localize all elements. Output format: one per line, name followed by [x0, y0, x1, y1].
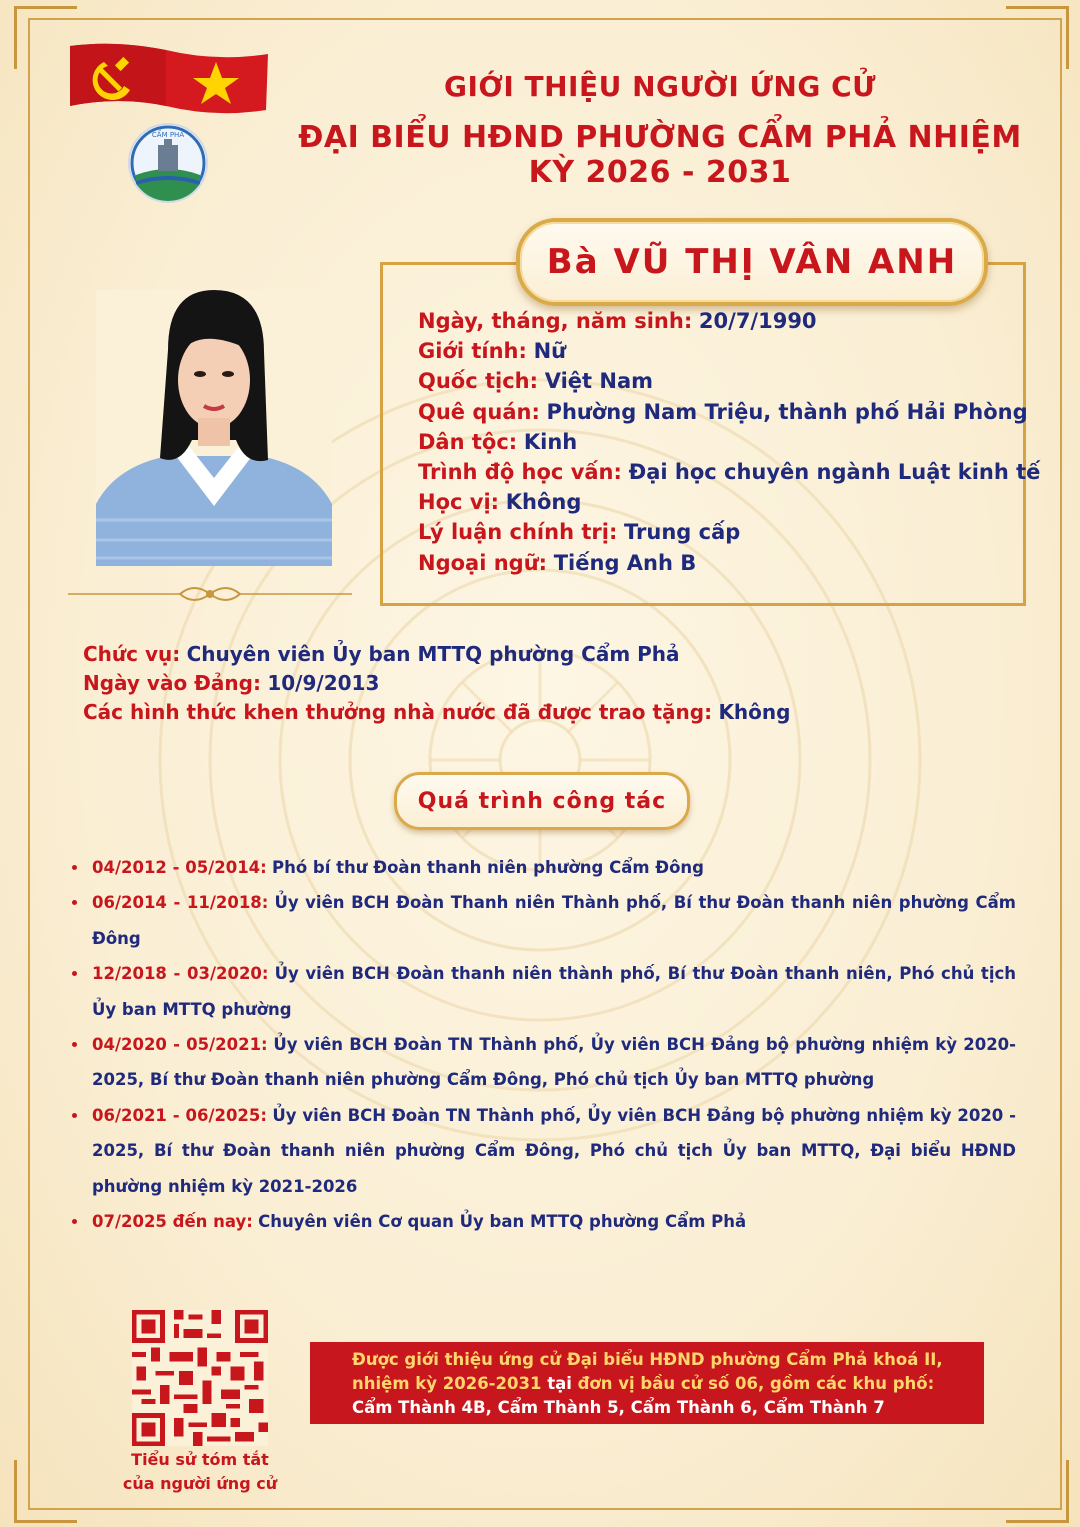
- frame-right-line: [1060, 18, 1062, 1510]
- work-period: 06/2021 - 06/2025:: [92, 1105, 267, 1125]
- frame-bottom-line: [28, 1508, 1062, 1510]
- candidate-name: Bà VŨ THỊ VÂN ANH: [546, 242, 958, 282]
- work-history-title: Quá trình công tác: [417, 788, 667, 814]
- extra-label: Chức vụ:: [83, 642, 181, 666]
- info-hometown: [418, 397, 1040, 427]
- candidate-extra-info: [83, 640, 790, 727]
- info-foreign-language: [418, 548, 1040, 578]
- info-value: Việt Nam: [544, 369, 654, 394]
- info-label: Trình độ học vấn:: [418, 460, 622, 485]
- qr-code-icon[interactable]: [132, 1310, 268, 1446]
- work-history-item: [70, 885, 1016, 956]
- constituency-info-box: [310, 1342, 984, 1424]
- work-history-item: [70, 1204, 1016, 1239]
- info-ethnicity: [418, 427, 1040, 457]
- info-value: Không: [505, 490, 582, 515]
- work-period: 06/2014 - 11/2018:: [92, 893, 269, 913]
- work-history-list: [70, 850, 1016, 1239]
- extra-value: Chuyên viên Ủy ban MTTQ phường Cẩm Phả: [186, 642, 680, 666]
- qr-caption-line1: Tiểu sử tóm tắt: [131, 1450, 269, 1469]
- work-history-item: [70, 1027, 1016, 1098]
- info-label: Ngày, tháng, năm sinh:: [418, 309, 693, 333]
- frame-corner-top-right: [1006, 6, 1069, 69]
- work-description: Phó bí thư Đoàn thanh niên phường Cẩm Đông: [272, 858, 704, 877]
- info-value: Trung cấp: [624, 520, 741, 545]
- cam-pha-logo: [130, 125, 206, 201]
- info-label: Lý luận chính trị:: [418, 520, 618, 545]
- work-period: 04/2020 - 05/2021:: [92, 1035, 268, 1055]
- info-gender: [418, 336, 1040, 366]
- info-label: Ngoại ngữ:: [418, 550, 548, 575]
- extra-value: 10/9/2013: [267, 671, 380, 695]
- info-value: Kinh: [523, 429, 578, 454]
- frame-left-line: [28, 18, 30, 1510]
- extra-label: Ngày vào Đảng:: [83, 671, 261, 695]
- info-value: Nữ: [533, 339, 567, 364]
- logo-text: CẨM PHẢ: [151, 131, 185, 139]
- work-description: Ủy viên BCH Đoàn thanh niên thành phố, Bí thư Đoàn thanh niên, Phó chủ tịch Ủy ban MTTQ phường: [92, 964, 1016, 1019]
- ornament-divider-icon: [68, 582, 352, 606]
- candidate-portrait: [96, 290, 332, 566]
- work-history-item: [70, 1098, 1016, 1204]
- constituency-connector: tại: [541, 1374, 578, 1393]
- work-description: Ủy viên BCH Đoàn TN Thành phố, Ủy viên BCH Đảng bộ phường nhiệm kỳ 2020 - 2025, Bí thư Đoàn thanh niên phường Cẩm Đông, Phó chủ tịch Ủy ban MTTQ, Đại biểu HĐND phường nhiệm kỳ 2021-2026: [92, 1105, 1016, 1196]
- constituency-line1: Được giới thiệu ứng cử Đại biểu HĐND phường Cẩm Phả khoá II,: [352, 1350, 943, 1369]
- candidate-info-list: [418, 306, 1040, 578]
- header-title-line2: ĐẠI BIỂU HĐND PHƯỜNG CẨM PHẢ NHIỆM KỲ 2026 - 2031: [298, 120, 1022, 190]
- work-history-title-plaque: [394, 772, 690, 830]
- info-label: Dân tộc:: [418, 429, 518, 454]
- info-label: Quốc tịch:: [418, 369, 539, 394]
- constituency-unit: đơn vị bầu cử số 06: [577, 1374, 758, 1393]
- work-description: Ủy viên BCH Đoàn TN Thành phố, Ủy viên BCH Đảng bộ phường nhiệm kỳ 2020-2025, Bí thư Đoàn thanh niên phường Cẩm Đông, Phó chủ tịch Ủy ban MTTQ phường: [92, 1035, 1017, 1090]
- candidate-name-plaque: [516, 218, 988, 306]
- extra-position: [83, 640, 790, 669]
- info-birthdate: [418, 306, 1040, 336]
- extra-label: Các hình thức khen thưởng nhà nước đã được trao tặng:: [83, 700, 713, 724]
- info-value: 20/7/1990: [698, 309, 817, 333]
- frame-corner-bottom-left: [14, 1460, 77, 1523]
- work-history-item: [70, 956, 1016, 1027]
- info-political-theory: [418, 517, 1040, 547]
- qr-caption: [100, 1448, 300, 1496]
- constituency-line3: Cẩm Thành 4B, Cẩm Thành 5, Cẩm Thành 6, Cẩm Thành 7: [352, 1398, 885, 1417]
- party-and-national-flag-icon: [66, 40, 272, 120]
- info-degree: [418, 487, 1040, 517]
- info-label: Học vị:: [418, 490, 500, 515]
- work-period: 04/2012 - 05/2014:: [92, 858, 267, 877]
- info-education: [418, 457, 1040, 487]
- info-nationality: [418, 366, 1040, 396]
- info-value: Tiếng Anh B: [553, 550, 697, 575]
- extra-awards: [83, 698, 790, 727]
- qr-caption-line2: của người ứng cử: [122, 1474, 278, 1493]
- work-description: Chuyên viên Cơ quan Ủy ban MTTQ phường Cẩm Phả: [258, 1212, 747, 1232]
- work-period: 12/2018 - 03/2020:: [92, 964, 269, 984]
- extra-party-join-date: [83, 669, 790, 698]
- extra-value: Không: [718, 700, 791, 724]
- info-value: Đại học chuyên ngành Luật kinh tế: [628, 460, 1041, 485]
- work-period: 07/2025 đến nay:: [92, 1212, 253, 1232]
- frame-top-line: [28, 18, 1062, 20]
- header-title-line1: GIỚI THIỆU NGƯỜI ỨNG CỬ: [443, 70, 877, 103]
- constituency-line2: [352, 1372, 968, 1396]
- frame-corner-bottom-right: [1006, 1460, 1069, 1523]
- info-label: Giới tính:: [418, 339, 527, 364]
- work-description: Ủy viên BCH Đoàn Thanh niên Thành phố, Bí thư Đoàn thanh niên phường Cẩm Đông: [92, 893, 1016, 948]
- info-value: Phường Nam Triệu, thành phố Hải Phòng: [546, 399, 1028, 424]
- constituency-term: nhiệm kỳ 2026-2031: [352, 1374, 542, 1393]
- constituency-areas-label: , gồm các khu phố:: [758, 1374, 935, 1393]
- info-label: Quê quán:: [418, 399, 540, 424]
- work-history-item: [70, 850, 1016, 885]
